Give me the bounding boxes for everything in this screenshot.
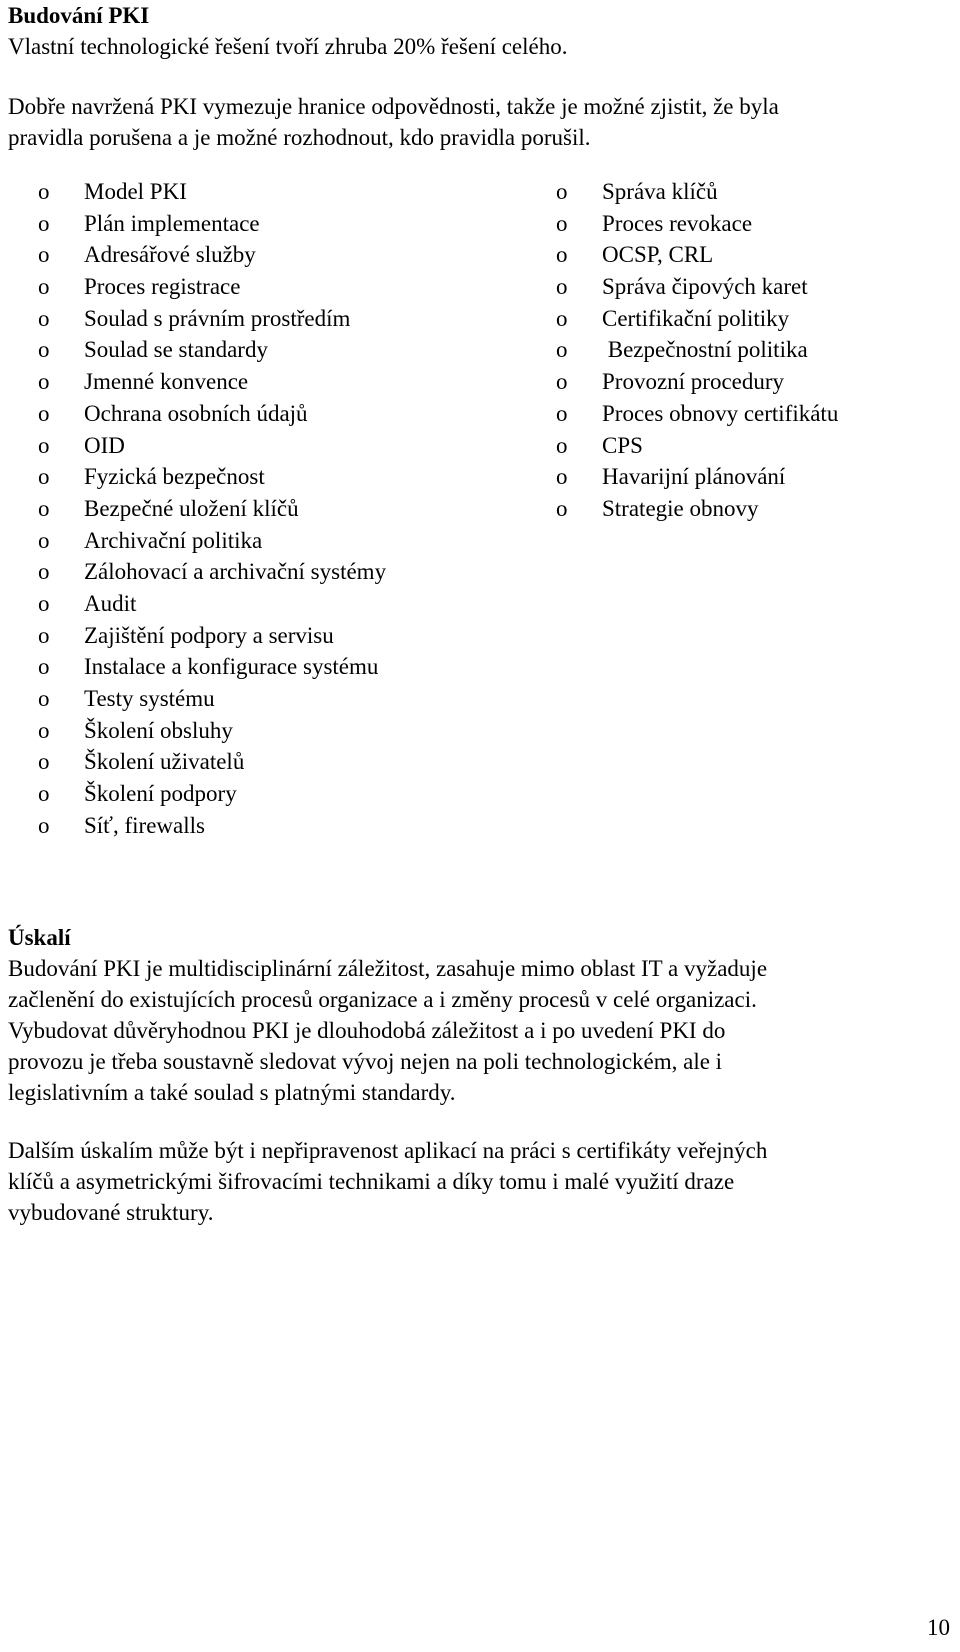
list-item [38,271,518,303]
bullet-marker: o [38,242,50,268]
bullet-marker: o [556,210,568,236]
responsibility-paragraph [8,91,938,153]
list-item [556,303,936,335]
uskali-paragraph-2 [8,1135,938,1228]
list-item-label: Adresářové služby [84,242,256,268]
list-item [38,651,518,683]
page-number: 10 [927,1615,950,1640]
text-line: Vlastní technologické řešení tvoří zhruba 20% řešení celého. [8,34,568,59]
text-line: Budování PKI je multidisciplinární záležitost, zasahuje mimo oblast IT a vyžaduje [8,956,768,981]
list-item-label: Proces revokace [602,210,753,236]
list-item [38,430,518,462]
text-line: pravidla porušena a je možné rozhodnout, kdo pravidla porušil. [8,125,591,150]
list-item-label: Školení obsluhy [84,717,233,743]
bullet-marker: o [556,369,568,395]
list-item [38,715,518,747]
list-item-label: Proces registrace [84,274,241,300]
list-item [556,398,936,430]
list-item-label: Školení uživatelů [84,749,245,775]
bullet-marker: o [38,527,50,553]
bullet-marker: o [556,305,568,331]
text-line: Vybudovat důvěryhodnou PKI je dlouhodobá záležitost a i po uvedení PKI do [8,1018,726,1043]
list-item-label: Instalace a konfigurace systému [84,654,379,680]
bullet-marker: o [38,337,50,363]
list-item-label: Provozní procedury [602,369,785,395]
text-line: legislativním a také soulad s platnými standardy. [8,1080,456,1105]
list-item-label: Bezpečnostní politika [602,337,808,363]
bullet-marker: o [38,432,50,458]
text-line: začlenění do existujících procesů organizace a i změny procesů v celé organizaci. [8,987,757,1012]
list-item-label: Proces obnovy certifikátu [602,400,839,426]
list-item [38,461,518,493]
list-item [38,556,518,588]
list-item [38,746,518,778]
list-item [38,620,518,652]
bullet-marker: o [38,622,50,648]
list-item-label: Havarijní plánování [602,464,786,490]
bullet-marker: o [38,274,50,300]
list-item-label: Soulad s právním prostředím [84,305,351,331]
list-item-label: Plán implementace [84,210,260,236]
text-line: Dalším úskalím může být i nepřipravenost aplikací na práci s certifikáty veřejných [8,1138,768,1163]
bullet-marker: o [556,337,568,363]
list-item-label: Jmenné konvence [84,369,249,395]
list-item [38,493,518,525]
list-item [556,239,936,271]
list-item-label: Zajištění podpory a servisu [84,622,334,648]
list-item [38,525,518,557]
list-item [556,493,936,525]
list-item [556,430,936,462]
list-item-label: Správa klíčů [602,179,718,204]
bullet-marker: o [556,274,568,300]
text-line: vybudované struktury. [8,1200,214,1225]
bullet-marker: o [38,749,50,775]
bullet-marker: o [38,781,50,807]
list-item-label: Ochrana osobních údajů [84,400,308,426]
bullet-marker: o [38,590,50,616]
bullet-marker: o [38,686,50,711]
list-item [38,176,518,208]
bullet-marker: o [38,464,50,490]
pki-components-list-left [38,176,518,841]
list-item-label: Certifikační politiky [602,305,790,331]
bullet-marker: o [556,179,568,204]
text-line: provozu je třeba soustavně sledovat vývoj nejen na poli technologickém, ale i [8,1049,723,1074]
bullet-marker: o [556,464,568,490]
list-item [38,810,518,842]
list-item-label: OID [84,432,125,458]
bullet-marker: o [38,559,50,585]
bullet-marker: o [38,812,50,838]
list-item [38,683,518,715]
list-item [38,208,518,240]
list-item [38,778,518,810]
bullet-marker: o [556,400,568,426]
list-item [38,239,518,271]
list-item [38,334,518,366]
bullet-marker: o [38,305,50,331]
section-title-budovani-pki: Budování PKI [8,3,150,28]
list-item-label: Archivační politika [84,527,263,553]
section-title-uskali: Úskalí [8,925,71,950]
list-item-label: Strategie obnovy [602,495,759,521]
list-item-label: Bezpečné uložení klíčů [84,495,299,521]
list-item [556,334,936,366]
bullet-marker: o [556,495,568,521]
list-item [38,398,518,430]
intro-paragraph [8,31,938,62]
list-item [38,303,518,335]
bullet-marker: o [556,242,568,268]
bullet-marker: o [38,400,50,426]
list-item-label: Fyzická bezpečnost [84,464,265,490]
list-item-label: Model PKI [84,179,187,204]
list-item-label: Správa čipových karet [602,274,808,300]
text-line: Dobře navržená PKI vymezuje hranice odpovědnosti, takže je možné zjistit, že byla [8,94,779,119]
list-item-label: Zálohovací a archivační systémy [84,559,387,585]
uskali-paragraph-1 [8,953,938,1108]
bullet-marker: o [38,210,50,236]
list-item-label: Soulad se standardy [84,337,268,363]
list-item [38,366,518,398]
list-item-label: OCSP, CRL [602,242,714,268]
bullet-marker: o [38,654,50,680]
bullet-marker: o [38,179,50,204]
text-line: klíčů a asymetrickými šifrovacími technikami a díky tomu i malé využití draze [8,1169,735,1194]
list-item-label: Testy systému [84,686,215,711]
list-item-label: Školení podpory [84,781,237,807]
list-item [556,271,936,303]
list-item-label: Audit [84,590,137,616]
list-item-label: Síť, firewalls [84,812,205,838]
bullet-marker: o [556,432,568,458]
bullet-marker: o [38,495,50,521]
pki-components-list-right [556,176,936,525]
bullet-marker: o [38,717,50,743]
list-item [556,366,936,398]
list-item [556,461,936,493]
list-item [38,588,518,620]
list-item [556,208,936,240]
bullet-marker: o [38,369,50,395]
list-item-label: CPS [602,432,643,458]
list-item [556,176,936,208]
